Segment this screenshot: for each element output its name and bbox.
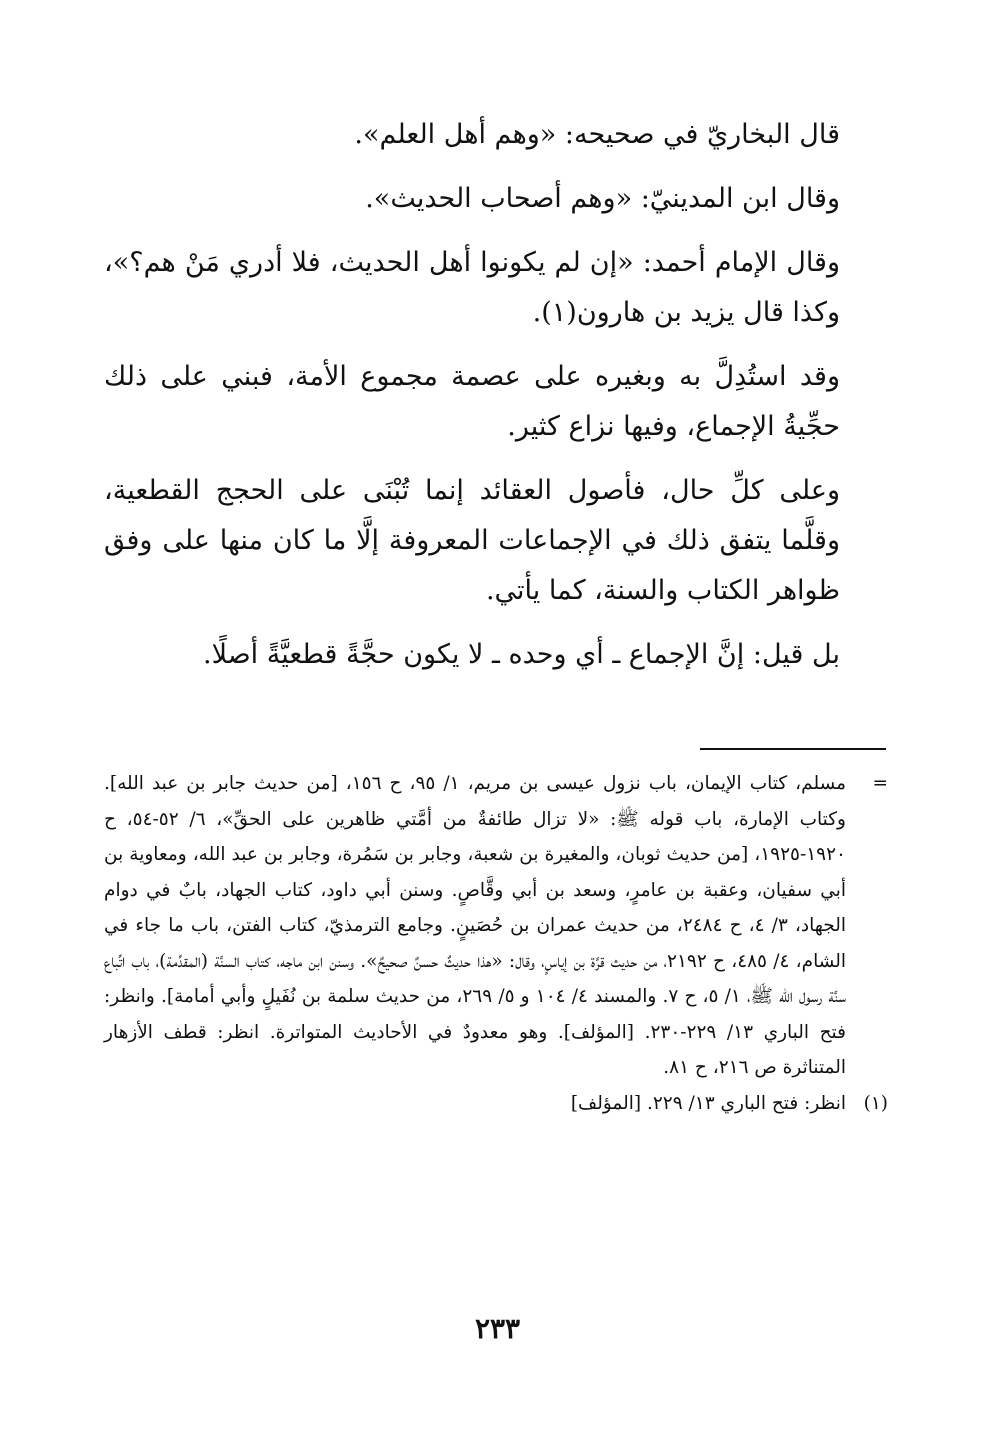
page-number: ٢٣٣ (474, 1312, 521, 1345)
footnote-continued (104, 766, 894, 1086)
paragraph-4: وقد استُدِلَّ به وبغيره على عصمة مجموع الأمة، فبني على ذلك حجِّيةُ الإجماع، وفيها نزاع كثير. (104, 361, 840, 442)
paragraph-1: قال البخاريّ في صحيحه: «وهم أهل العلم». (354, 119, 840, 150)
footnotes (104, 766, 894, 1121)
footnote-separator (700, 748, 886, 750)
footnote-text: انظر: فتح الباري ١٣/ ٢٢٩. [المؤلف] (570, 1092, 846, 1114)
footnote-1 (104, 1086, 894, 1122)
footnote-marker: = (872, 773, 888, 794)
paragraph-3: وقال الإمام أحمد: «إن لم يكونوا أهل الحديث، فلا أدري مَنْ هم؟»، وكذا قال يزيد بن هارون(١). (104, 247, 840, 328)
paragraph-5: وعلى كلِّ حال، فأصول العقائد إنما تُبْنَى على الحجج القطعية، وقلَّما يتفق ذلك في الإجماعات المعروفة إلَّا ما كان منها على وفق ظواهر الكتاب والسنة، كما يأتي. (104, 475, 840, 606)
main-text (104, 110, 840, 694)
paragraph-6: بل قيل: إنَّ الإجماع ـ أي وحده ـ لا يكون حجَّةً قطعيَّةً أصلًا. (203, 639, 840, 670)
paragraph-2: وقال ابن المدينيّ: «وهم أصحاب الحديث». (365, 183, 840, 214)
footnote-marker: (١) (863, 1092, 888, 1114)
footnote-text: مسلم، كتاب الإيمان، باب نزول عيسى بن مريم، ١/ ٩٥، ح ١٥٦، [من حديث جابر بن عبد الله]. وكتاب الإمارة، باب قوله ﷺ: «لا تزال طائفةٌ من أمَّتي ظاهرين على الحقِّ»، ٦/ ٥٢-٥٤، ح ١٩٢٠-١٩٢٥، [من حديث ثوبان، والمغيرة بن شعبة، وجابر بن سَمُرة، وجابر بن عبد الله، ومعاوية بن أبي سفيان، وعقبة بن عامرٍ، وسعد بن أبي وقَّاصٍ. وسنن أبي داود، كتاب الجهاد، بابٌ في دوام الجهاد، ٣/ ٤، ح ٢٤٨٤، من حديث عمران بن حُصَينٍ. وجامع الترمذيّ، كتاب الفتن، باب ما جاء في الشام، ٤/ ٤٨٥، ح ٢١٩٢، من حديث قرَّة بن إياسٍ، وقال: «هذا حديثٌ حسنٌ صحيحٌ». وسنن ابن ماجه، كتاب السنَّة (المقدِّمة)، باب اتِّباع سنَّة رسول الله ﷺ، ١/ ٥، ح ٧. والمسند ٤/ ١٠٤ و ٥/ ٢٦٩، من حديث سلمة بن نُفَيلٍ وأبي أمامة]. وانظر: فتح الباري ١٣/ ٢٢٩-٢٣٠. [المؤلف]. وهو معدودٌ في الأحاديث المتواترة. انظر: قطف الأزهار المتناثرة ص ٢١٦، ح ٨١. (104, 773, 846, 1078)
